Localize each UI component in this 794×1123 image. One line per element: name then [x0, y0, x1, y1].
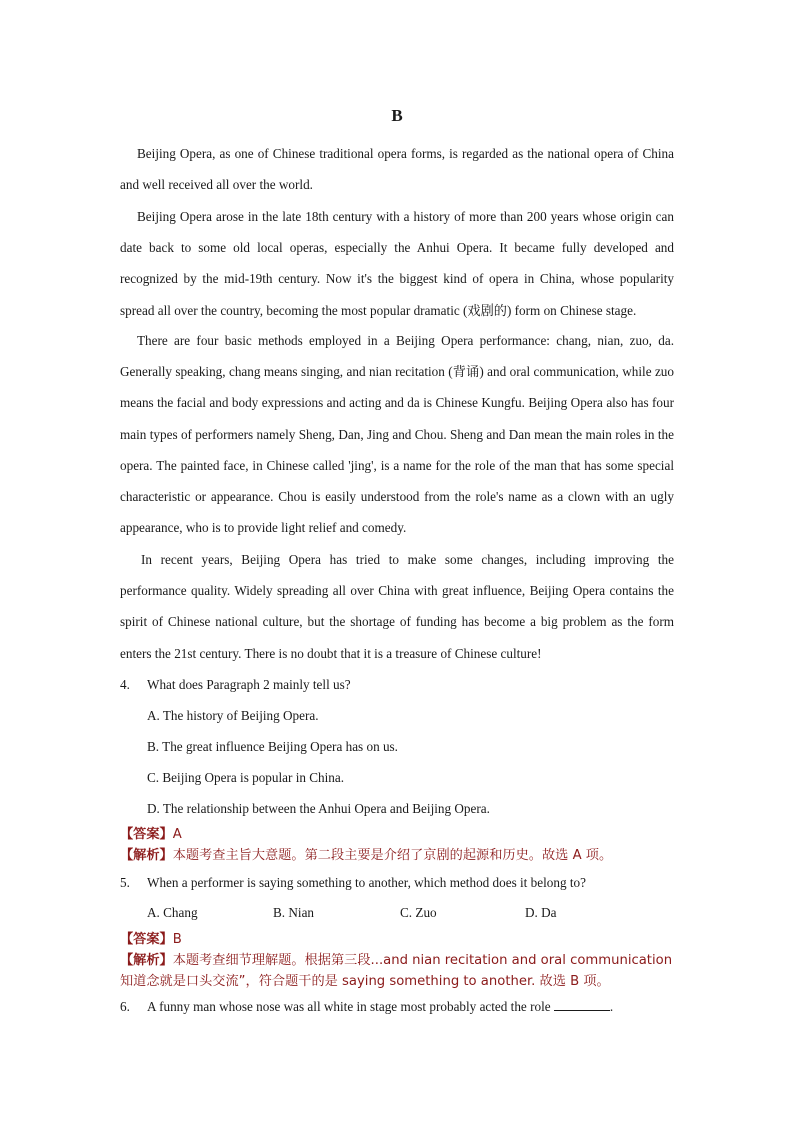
passage-paragraph-2: Beijing Opera arose in the late 18th century with a history of more than 200 years whose origin can date back to some old local operas, especially the Anhui Opera. It became fully developed and recognized by the mid-19th century. Now it's the biggest kind of opera in China, whose popularity spread all over the country, becoming the most popular dramatic (戏剧的) form on Chinese stage. — [120, 209, 674, 318]
q4-option-c: C. Beijing Opera is popular in China. — [147, 770, 345, 785]
analysis-text: 本题考查主旨大意题。第二段主要是介绍了京剧的起源和历史。故选 A 项。 — [172, 848, 613, 863]
passage-paragraph-3: There are four basic methods employed in a Beijing Opera performance: chang, nian, zuo, da. Generally speaking, chang means singing, and nian recitation (背诵) and oral communication, while zuo means the facial and body expressions and acting and da is Chinese Kungfu. Beijing Opera also has four main types of performers namely Sheng, Dan, Jing and Chou. Sheng and Dan mean the main roles in the opera. The painted face, in Chinese called 'jing', is a name for the role of the man that has some special characteristic or appearance. Chou is easily understood from the role's name as a clown with an ugly appearance, who is to provide light relief and comedy. — [120, 333, 674, 536]
question-text: A funny man whose nose was all white in stage most probably acted the role — [147, 999, 554, 1014]
question-5 — [120, 873, 680, 893]
q5-option-b: B. Nian — [273, 905, 315, 920]
section-title: B — [391, 106, 403, 125]
question-text: What does Paragraph 2 mainly tell us? — [147, 677, 351, 692]
q4-option-a: A. The history of Beijing Opera. — [147, 708, 319, 723]
answer-tag: 【答案】 — [120, 932, 173, 947]
answer-tag: 【答案】 — [120, 827, 173, 842]
q4-option-d: D. The relationship between the Anhui Opera and Beijing Opera. — [147, 801, 490, 816]
analysis-text: 本题考查细节理解题。根据第三段...and nian recitation and oral communication 知道念就是口头交流”，符合题干的是 saying something to another. 故选 B 项。 — [120, 953, 673, 989]
q5-analysis — [120, 950, 680, 992]
passage-paragraph-4: In recent years, Beijing Opera has tried to make some changes, including improving the performance quality. Widely spreading all over China with great influence, Beijing Opera contains the spirit of Chinese national culture, but the shortage of funding has become a big problem as the form enters the 21st century. There is no doubt that it is a treasure of Chinese culture! — [120, 552, 674, 661]
question-4 — [120, 675, 680, 695]
answer-value: B — [172, 932, 182, 947]
q4-answer — [120, 824, 680, 845]
question-number: 5. — [120, 875, 130, 890]
q5-answer — [120, 929, 680, 950]
passage-paragraph-1: Beijing Opera, as one of Chinese traditional opera forms, is regarded as the national opera of China and well received all over the world. — [120, 146, 674, 193]
q5-option-c: C. Zuo — [400, 905, 437, 920]
question-text: When a performer is saying something to another, which method does it belong to? — [147, 875, 586, 890]
q5-option-d: D. Da — [525, 905, 557, 920]
analysis-tag: 【解析】 — [120, 848, 173, 863]
answer-value: A — [172, 827, 182, 842]
q4-option-b: B. The great influence Beijing Opera has on us. — [147, 739, 398, 754]
question-6: 6. A funny man whose nose was all white in stage most probably acted the role . — [120, 997, 680, 1017]
question-number: 6. — [120, 999, 130, 1014]
answer-blank — [554, 998, 610, 1011]
question-number: 4. — [120, 677, 130, 692]
q4-analysis — [120, 845, 680, 866]
q5-option-a: A. Chang — [147, 905, 198, 920]
analysis-tag: 【解析】 — [120, 953, 173, 968]
